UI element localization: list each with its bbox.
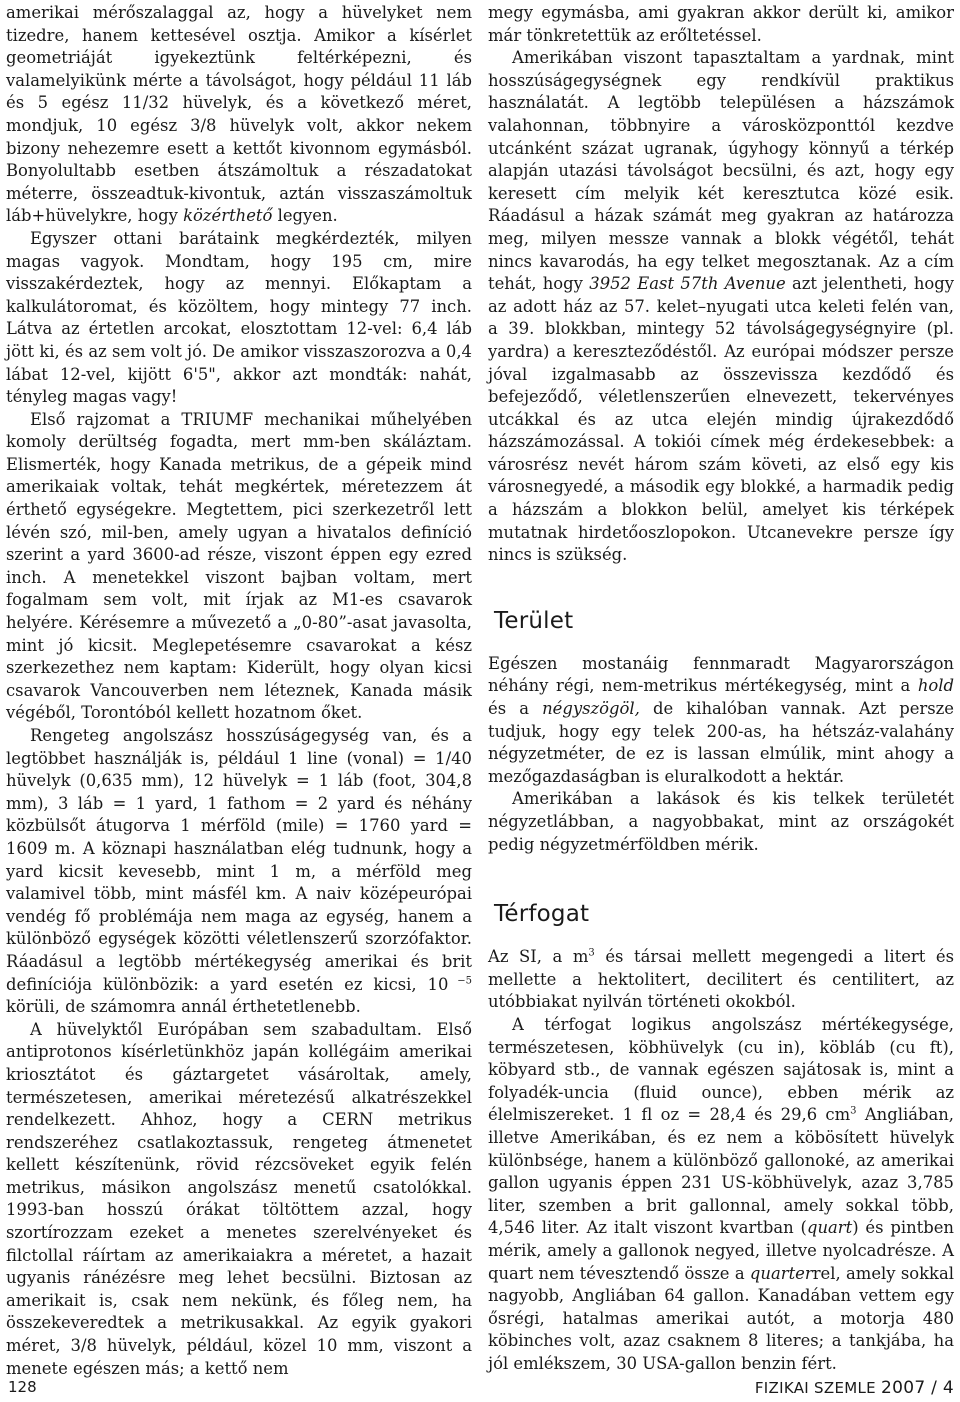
text-run: és a <box>488 699 543 719</box>
emphasis: quart <box>806 1218 853 1238</box>
text-run: Az SI, a m <box>488 947 589 967</box>
text-run: Rengeteg angolszász hosszúságegység van, és a legtöbbet használják is, például 1 line (vonal) = 1/40 hüvelyk (0,635 mm), 12 hüvelyk = 1 láb (foot, 304,8 mm), 3 láb = 1 yard, 1 fathom = 2 yard és néhány közbülsőt átugorva 1 mérföld (mile) = 1760 yard = 1609 m. A köznapi használatban elég tudnunk, hogy a yard kicsit kevesebb, mint 1 m, a mérföld meg valamivel több, mint másfél km. A naiv középeurópai vendég fő problémája nem maga az egység, hanem a különböző egységek közötti véletlenszerű szorzófaktor. Ráadásul a legtöbb mértékegység amerikai és brit definíciója különbözik: a yard esetén ez kicsi, 10 <box>6 726 472 994</box>
paragraph: A hüvelyktől Európában sem szabadultam. Első antiprotonos kísérletünkhöz japán kollégáim amerikai kriosztátot és gáztargetet vásároltak, amely, természetesen, amerikai méretezésű alkatrészekkel rendelkezett. Ahhoz, hogy a CERN metrikus rendszeréhez csatlakoztassuk, rengeteg átmenetet kellett készítenünk, rövid rézcsöveket egyik felén metrikus, másikon angolszász menetű csatolókkal. 1993-ban hosszú órákat töltöttem azzal, hogy szortírozzam ezeket a menetes szerelvényeket és filctollal ráírtam az amerikaiakra a méretet, a hazait ugyanis ránézésre meg lehet becsülni. Biztosan az amerikait is, csak nem nekünk, és főleg nem, ha összekeveredtek a metrikusakkal. Az egyik gyakori méret, 3/8 hüvelyk, például, közel 10 mm, viszont a menete egészen más; a kettő nem <box>6 1019 472 1378</box>
section-heading-volume: Térfogat <box>494 901 590 928</box>
paragraph <box>488 946 954 1014</box>
paragraph <box>488 653 954 789</box>
text-run: ) és pintben mérik, amely a gallonok negyed, illetve nyolcadrésze. A quart nem tévesztendő össze a <box>488 1218 954 1283</box>
text-run: Amerikában viszont tapasztaltam a yardnak, mint hosszúságegységnek egy rendkívül praktikus használatát. A legtöbb településen a házszámok valahonnan, többnyire a városközponttól kezdve utcánként százat ugranak, úgyhogy könnyű a térkép alapján utazási távolságot becsülni, és azt, hogy egy keresett cím melyik két keresztutca közé esik. Ráadásul a házak számát meg gyakran az határozza meg, milyen messze vannak a blokk végétől, tehát nincs kavarodás, ha egy telket megosztanak. Az a cím tehát, hogy <box>488 48 954 294</box>
text-run: Angliában, illetve Amerikában, és ez nem a köbösített hüvelyk különbsége, hanem a különböző gallonoké, az amerikai gallon ugyanis éppen 231 US-köbhüvelyk, azaz 3,785 liter, szemben a brit gallonnal, amely sokkal több, 4,546 liter. Az italt viszont kvartban ( <box>488 1105 954 1238</box>
text-run: körüli, de számomra annál érthetetlenebb. <box>6 997 361 1017</box>
paragraph <box>6 725 472 1019</box>
paragraph <box>488 1014 954 1376</box>
text-run: de kihalóban vannak. Azt persze tudjuk, hogy egy telek 200-as, ha hétszáz-valahány négyzetméter, de ez is lassan elmúlik, mint ahogy a mezőgazdaságban is eluralkodott a hektár. <box>488 699 954 786</box>
paragraph <box>488 47 954 567</box>
page-footer <box>0 1378 960 1398</box>
journal-name: FIZIKAI SZEMLE <box>754 1379 876 1397</box>
text-run: azt jelentheti, hogy az adott ház az 57. kelet–nyugati utca keleti felén van, a 39. blokkban, mintegy 52 távolságegységnyire (pl. yardra) a kereszteződéstől. Az európai módszer persze jóval izgalmasabb az összevissza kezdődő és befejeződő, véletlenszerűen elnevezett, tekervényes utcákkal és az utca elején mindig újrakezdődő házszámozással. A tokiói címek még érdekesebbek: a városrész nevét három szám követi, az első egy kis városnegyedé, a második egy blokké, a harmadik pedig a házszám a blokkon belül, amelyet kis térképek mutatnak hirdetőoszlopokon. Utcanevekre persze így nincs is szükség. <box>488 274 955 565</box>
journal-title <box>755 1378 954 1398</box>
paragraph <box>6 2 472 228</box>
page-number: 128 <box>8 1378 37 1396</box>
text-run: amerikai mérőszalaggal az, hogy a hüvelyket nem tizedre, hanem kettesével osztja. Amikor a kísérlet geometriáját igyekeztünk feltérképezni, és valamelyikünk mérte a távolságot, hogy például 11 láb és 5 egész 11/32 hüvelyk, és a következő méret, mondjuk, 10 egész 3/8 hüvelyk volt, akkor nekem bizony nehezemre esett a kettőt kivonnom egymásból. Bonyolultabb esetben átszámoltuk a részadatokat méterre, összeadtuk-kivontuk, aztán visszaszámoltuk láb+hüvelykre, hogy <box>6 3 472 226</box>
text-run: legyen. <box>272 206 338 226</box>
emphasis: hold <box>917 676 954 696</box>
emphasis: négyszögöl, <box>542 699 640 719</box>
text-run: A térfogat logikus angolszász mértékegysége, természetesen, köbhüvelyk (cu in), köbláb (cu ft), köbyard stb., de vannak egészen sajátosak is, mint a folyadék-uncia (fluid ounce), ebben mérik az élelmiszereket. 1 fl oz = 28,4 és 29,6 cm <box>488 1014 954 1125</box>
paragraph: megy egymásba, ami gyakran akkor derült ki, amikor már tönkretettük az erőltetéssel. <box>488 3 954 45</box>
superscript: −5 <box>448 975 472 987</box>
paragraph: Egyszer ottani barátaink megkérdezték, milyen magas vagyok. Mondtam, hogy 195 cm, mire visszakérdeztek, hogy az mennyi. Előkaptam a kalkulátoromat, és közöltem, hogy mintegy 77 inch. Látva az értetlen arcokat, elosztottam 12-vel: 6,4 láb jött ki, és az sem volt jó. De amikor visszaszorozva a 0,4 lábat 12-vel, kijött 6'5", akkor azt mondták: nahát, tényleg magas vagy! <box>6 228 472 407</box>
paragraph: Első rajzomat a TRIUMF mechanikai műhelyében komoly derültség fogadta, mert mm-ben skáláztam. Elismerték, hogy Kanada metrikus, de a gépeik mind amerikaiak voltak, tehát megkértek, méretezzem át érthető egységekre. Megtettem, pici szerkezetről lett lévén szó, mil-ben, amely ugyan a hivatalos definíció szerint a yard 3600-ad része, viszont éppen egy ezred inch. A menetekkel viszont bajban voltam, mert fogalmam sem volt, mit írjak az M1-es csavarok helyére. Kérésemre a művezető a „0-80”-asat javasolta, mint jó kicsit. Meglepetésemre csavarokat a kész szerkezethez nem kaptam: Kiderült, hogy olyan kicsi csavarok Vancouverben nem léteznek, Kanada másik végéből, Torontóból kellett hozatnom őket. <box>6 409 472 723</box>
left-column <box>6 2 472 1380</box>
text-run: Egészen mostanáig fennmaradt Magyarországon néhány régi, nem-metrikus mértékegység, mint a <box>488 653 954 696</box>
right-column <box>488 2 954 1375</box>
paragraph: Amerikában a lakások és kis telkek területét négyzetlábban, a nagyobbakat, mint az országokét pedig négyzetmérföldben mérik. <box>488 789 954 854</box>
journal-issue: 2007 / 4 <box>880 1378 954 1398</box>
emphasis: 3952 East 57th Avenue <box>589 274 786 294</box>
text-run: és társai mellett megengedi a litert és mellette a hektolitert, decilitert és centilitert, az utóbbiakat nyilván történeti okokból. <box>488 947 954 1012</box>
superscript: 3 <box>588 947 595 959</box>
section-heading-area: Terület <box>494 607 574 634</box>
emphasis: quarter <box>749 1263 813 1283</box>
emphasis: közérthető <box>183 206 273 226</box>
superscript: 3 <box>850 1105 857 1117</box>
text-run: rel, amely sokkal nagyobb, Angliában 64 gallon. Kanadában vettem egy ősrégi, hatalmas amerikai autót, a motorja 480 köbinches volt, azaz csaknem 8 literes; a tankjába, ha jól emlékszem, 30 USA-gallon benzin fért. <box>488 1263 954 1373</box>
